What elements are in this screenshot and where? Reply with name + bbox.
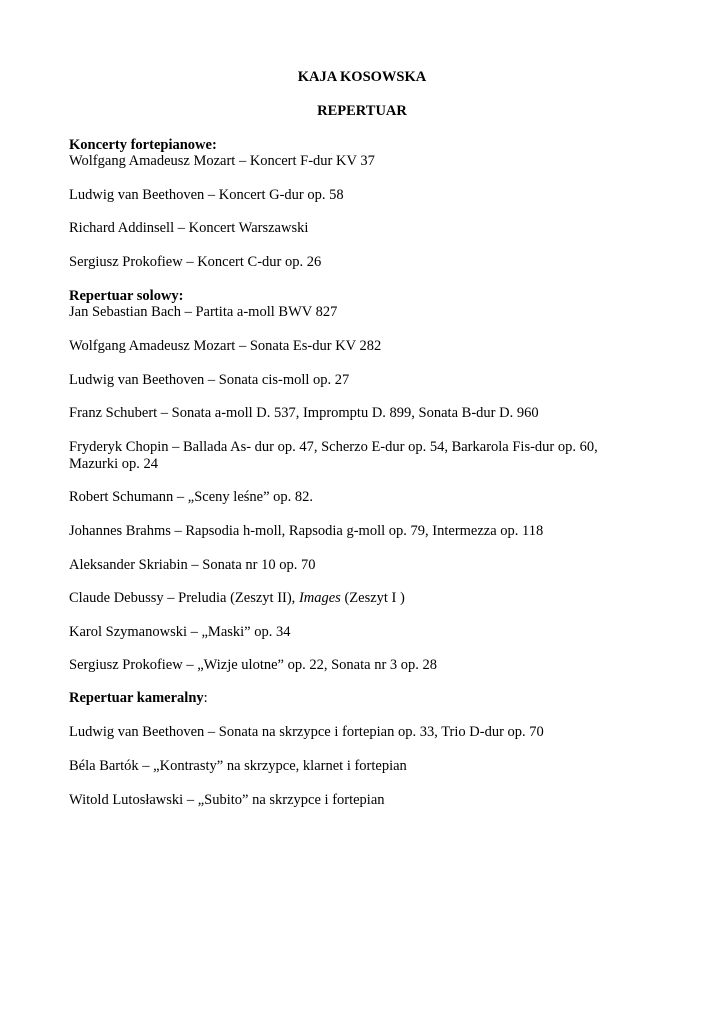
- solo-heading: Repertuar solowy:: [69, 288, 184, 304]
- solo-item-debussy: [69, 590, 659, 607]
- solo-item: Ludwig van Beethoven – Sonata cis-moll op. 27: [69, 372, 350, 388]
- debussy-suffix: (Zeszyt I ): [340, 590, 405, 606]
- concert-item: Sergiusz Prokofiew – Koncert C-dur op. 26: [69, 254, 322, 270]
- concert-item: Ludwig van Beethoven – Koncert G-dur op. 58: [69, 187, 344, 203]
- chamber-item: Witold Lutosławski – „Subito” na skrzypce i fortepian: [69, 792, 385, 808]
- debussy-italic-title: Images: [298, 590, 341, 606]
- chamber-item: Béla Bartók – „Kontrasty” na skrzypce, klarnet i fortepian: [69, 758, 407, 774]
- debussy-prefix: Claude Debussy – Preludia (Zeszyt II),: [69, 590, 299, 606]
- solo-item: Sergiusz Prokofiew – „Wizje ulotne” op. 22, Sonata nr 3 op. 28: [69, 657, 438, 673]
- solo-item: Aleksander Skriabin – Sonata nr 10 op. 70: [69, 557, 316, 573]
- concerts-heading: Koncerty fortepianowe:: [69, 137, 217, 153]
- document-title: REPERTUAR: [317, 103, 407, 119]
- chamber-heading-colon: :: [203, 690, 208, 706]
- concert-item: Wolfgang Amadeusz Mozart – Koncert F-dur KV 37: [69, 153, 375, 169]
- performer-name: KAJA KOSOWSKA: [297, 69, 427, 85]
- solo-item: Karol Szymanowski – „Maski” op. 34: [69, 624, 291, 640]
- solo-item: Fryderyk Chopin – Ballada As- dur op. 47, Scherzo E-dur op. 54, Barkarola Fis-dur op. 60, Mazurki op. 24: [69, 439, 598, 472]
- concert-item: Richard Addinsell – Koncert Warszawski: [69, 220, 309, 236]
- chamber-heading-row: [69, 690, 659, 707]
- solo-item: Robert Schumann – „Sceny leśne” op. 82.: [69, 489, 314, 505]
- solo-item: Johannes Brahms – Rapsodia h-moll, Rapsodia g-moll op. 79, Intermezza op. 118: [69, 523, 544, 539]
- chamber-heading: Repertuar kameralny: [69, 690, 204, 706]
- solo-item: Jan Sebastian Bach – Partita a-moll BWV 827: [69, 304, 338, 320]
- solo-item: Franz Schubert – Sonata a-moll D. 537, Impromptu D. 899, Sonata B-dur D. 960: [69, 405, 539, 421]
- solo-item: Wolfgang Amadeusz Mozart – Sonata Es-dur KV 282: [69, 338, 382, 354]
- chamber-item: Ludwig van Beethoven – Sonata na skrzypce i fortepian op. 33, Trio D-dur op. 70: [69, 724, 544, 740]
